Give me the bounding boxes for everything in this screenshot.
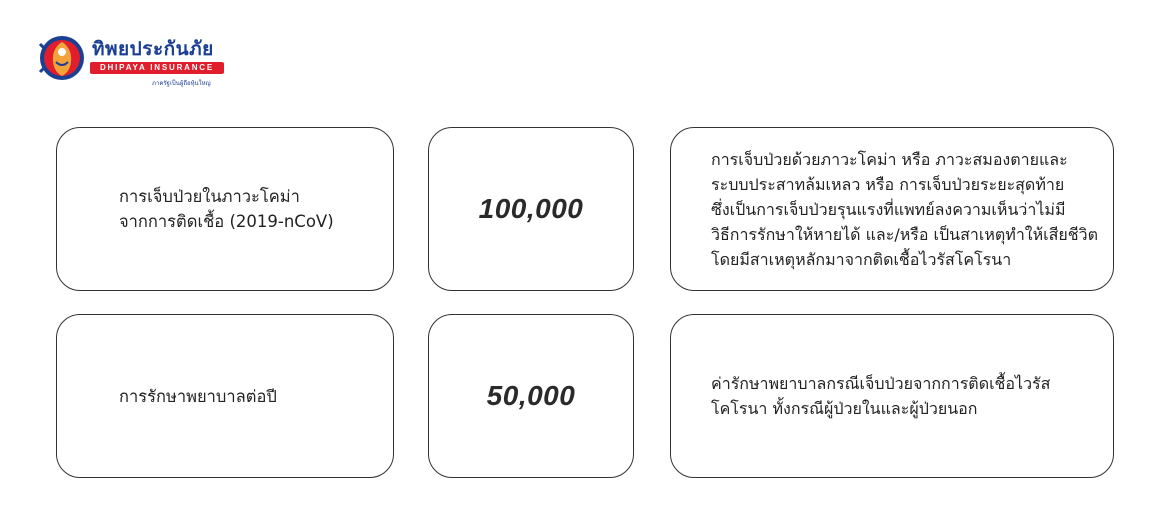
company-logo[interactable] — [38, 30, 238, 94]
coverage-description-line: ค่ารักษาพยาบาลกรณีเจ็บป่วยจากการติดเชื้อไวรัส — [711, 374, 1051, 393]
coverage-description-line: วิธีการรักษาให้หายได้ และ/หรือ เป็นสาเหตุทำให้เสียชีวิต — [711, 224, 1099, 244]
coverage-description-line: ซึ่งเป็นการเจ็บป่วยรุนแรงที่แพทย์ลงความเห็นว่าไม่มี — [711, 199, 1066, 219]
coverage-amount: 100,000 — [478, 193, 584, 224]
logo-english-name: DHIPAYA INSURANCE — [90, 62, 224, 74]
coverage-amount-card — [428, 127, 634, 291]
logo-thai-name: ทิพยประกันภัย — [92, 38, 214, 60]
coverage-description-line: การเจ็บป่วยด้วยภาวะโคม่า หรือ ภาวะสมองตายและ — [711, 149, 1068, 169]
coverage-description-card — [670, 314, 1114, 478]
coverage-description-line: ระบบประสาทล้มเหลว หรือ การเจ็บป่วยระยะสุดท้าย — [711, 174, 1065, 194]
coverage-label-card — [56, 127, 394, 291]
coverage-label-line: การรักษาพยาบาลต่อปี — [119, 386, 277, 406]
coverage-description-line: โคโรนา ทั้งกรณีผู้ป่วยในและผู้ป่วยนอก — [711, 399, 978, 418]
coverage-description-card — [670, 127, 1114, 291]
logo-tagline: ภาครัฐเป็นผู้ถือหุ้นใหญ่ — [152, 80, 211, 87]
coverage-amount: 50,000 — [486, 380, 576, 411]
deity-emblem-icon — [38, 34, 88, 82]
coverage-amount-card — [428, 314, 634, 478]
coverage-description-line: โดยมีสาเหตุหลักมาจากติดเชื้อไวรัสโคโรนา — [711, 249, 1012, 269]
coverage-label-line: จากการติดเชื้อ (2019-nCoV) — [119, 212, 334, 231]
coverage-label-card — [56, 314, 394, 478]
coverage-label-line: การเจ็บป่วยในภาวะโคม่า — [119, 187, 300, 206]
